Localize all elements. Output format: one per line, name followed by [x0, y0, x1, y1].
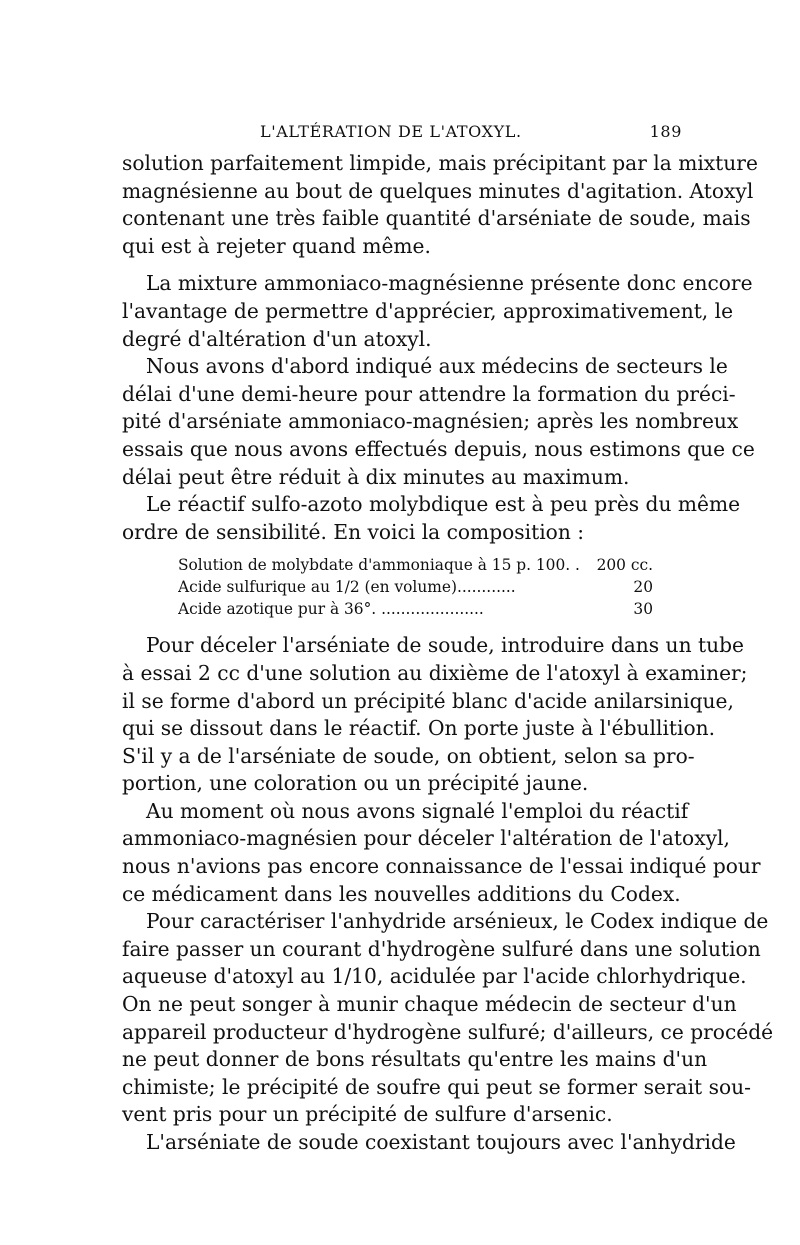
text-line: nous n'avions pas encore connaissance de l'essai indiqué pour — [122, 854, 761, 879]
text-line: ne peut donner de bons résultats qu'entre les mains d'un — [122, 1047, 708, 1072]
text-line: délai peut être réduit à dix minutes au maximum. — [122, 464, 630, 489]
running-header — [122, 118, 682, 150]
text-line: qui est à rejeter quand même. — [122, 233, 431, 258]
running-title: L'ALTÉRATION DE L'ATOXYL. — [260, 122, 522, 141]
reagent-label: Acide sulfurique au 1/2 (en volume)............ — [178, 578, 516, 597]
text-line: délai d'une demi-heure pour attendre la formation du préci- — [122, 381, 736, 406]
text-line: il se forme d'abord un précipité blanc d'acide anilarsinique, — [122, 688, 734, 713]
text-line: à essai 2 cc d'une solution au dixième de l'atoxyl à examiner; — [122, 660, 748, 685]
paragraph — [122, 632, 748, 798]
text-line: essais que nous avons effectués depuis, nous estimons que ce — [122, 436, 755, 461]
text-line: portion, une coloration ou un précipité jaune. — [122, 771, 589, 796]
text-line: Pour caractériser l'anhydride arsénieux, le Codex indique de — [146, 909, 769, 934]
text-line: chimiste; le précipité de soufre qui peut se former serait sou- — [122, 1074, 751, 1099]
paragraph — [122, 353, 755, 491]
text-line: Au moment où nous avons signalé l'emploi du réactif — [146, 798, 689, 823]
text-line: l'avantage de permettre d'apprécier, approximativement, le — [122, 298, 734, 323]
reagent-composition — [178, 554, 653, 620]
page-number: 189 — [649, 122, 682, 141]
reagent-row — [178, 598, 653, 620]
page-content — [122, 118, 774, 1157]
paragraph — [122, 491, 741, 546]
text-line: ammoniaco-magnésien pour déceler l'altération de l'atoxyl, — [122, 826, 730, 851]
text-line: La mixture ammoniaco-magnésienne présente donc encore — [146, 271, 753, 296]
reagent-quantity: 30 — [633, 600, 653, 619]
reagent-row — [178, 554, 653, 576]
text-line: Nous avons d'abord indiqué aux médecins de secteurs le — [146, 354, 728, 379]
text-line: appareil producteur d'hydrogène sulfuré; d'ailleurs, ce procédé — [122, 1019, 774, 1044]
reagent-quantity: 200 cc. — [596, 556, 653, 575]
text-line: qui se dissout dans le réactif. On porte juste à l'ébullition. — [122, 716, 716, 741]
text-line: degré d'altération d'un atoxyl. — [122, 326, 432, 351]
paragraph — [122, 150, 758, 260]
text-line: aqueuse d'atoxyl au 1/10, acidulée par l'acide chlorhydrique. — [122, 964, 747, 989]
reagent-label: Solution de molybdate d'ammoniaque à 15 p. 100. . — [178, 556, 580, 575]
text-line: vent pris pour un précipité de sulfure d'arsenic. — [122, 1102, 613, 1127]
reagent-label: Acide azotique pur à 36°. ..................... — [178, 600, 484, 619]
paragraph — [122, 798, 761, 908]
paragraph — [122, 908, 774, 1129]
reagent-quantity: 20 — [633, 578, 653, 597]
paragraph — [122, 270, 753, 353]
text-line: ce médicament dans les nouvelles additions du Codex. — [122, 881, 681, 906]
text-line: solution parfaitement limpide, mais précipitant par la mixture — [122, 151, 758, 175]
text-line: S'il y a de l'arséniate de soude, on obtient, selon sa pro- — [122, 743, 695, 768]
text-line: Le réactif sulfo-azoto molybdique est à peu près du même — [146, 492, 741, 517]
text-line: magnésienne au bout de quelques minutes d'agitation. Atoxyl — [122, 178, 754, 203]
text-line: contenant une très faible quantité d'arséniate de soude, mais — [122, 206, 751, 231]
text-line: pité d'arséniate ammoniaco-magnésien; après les nombreux — [122, 409, 739, 434]
text-line: On ne peut songer à munir chaque médecin de secteur d'un — [122, 992, 737, 1017]
text-line: Pour déceler l'arséniate de soude, introduire dans un tube — [146, 633, 744, 658]
text-line: faire passer un courant d'hydrogène sulfuré dans une solution — [122, 936, 761, 961]
text-line: ordre de sensibilité. En voici la composition : — [122, 519, 585, 544]
paragraph — [122, 1129, 736, 1157]
reagent-row — [178, 576, 653, 598]
text-line: L'arséniate de soude coexistant toujours avec l'anhydride — [146, 1130, 736, 1154]
